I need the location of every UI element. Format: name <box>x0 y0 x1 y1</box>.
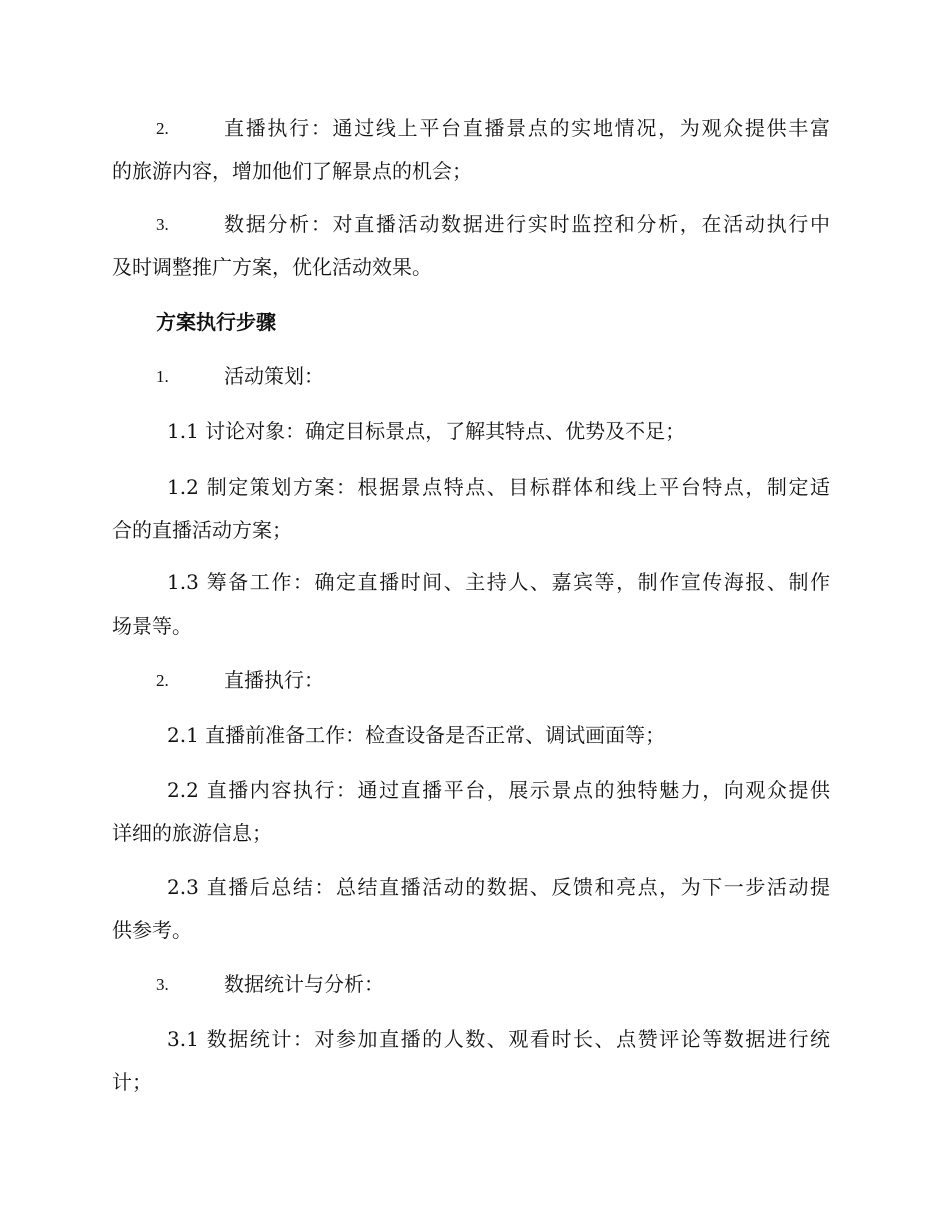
list-number: 2. <box>156 671 169 690</box>
sub-item-line: 1.2 制定策划方案：根据景点特点、目标群体和线上平台特点，制定适 <box>167 475 830 499</box>
sub-item-line: 1.3 筹备工作：确定直播时间、主持人、嘉宾等，制作宣传海报、制作 <box>167 570 830 594</box>
sub-item-line: 2.2 直播内容执行：通过直播平台，展示景点的独特魅力，向观众提供 <box>167 778 830 802</box>
sub-item-line: 3.1 数据统计：对参加直播的人数、观看时长、点赞评论等数据进行统 <box>167 1027 830 1051</box>
sub-item-line: 供参考。 <box>112 918 192 942</box>
paragraph-line: 数据分析：对直播活动数据进行实时监控和分析，在活动执行中 <box>224 212 830 236</box>
paragraph-line: 的旅游内容，增加他们了解景点的机会； <box>112 159 472 183</box>
step-title: 直播执行： <box>224 668 324 692</box>
step-title: 数据统计与分析： <box>224 972 384 996</box>
list-number: 2. <box>156 119 169 138</box>
list-number: 3. <box>156 215 169 234</box>
list-number: 1. <box>156 367 169 386</box>
sub-item-line: 场景等。 <box>112 614 192 638</box>
sub-item-line: 详细的旅游信息； <box>112 821 272 845</box>
paragraph-line: 直播执行：通过线上平台直播景点的实地情况，为观众提供丰富 <box>224 116 830 140</box>
list-number: 3. <box>156 975 169 994</box>
sub-item-line: 合的直播活动方案； <box>112 518 292 542</box>
sub-item-line: 1.1 讨论对象：确定目标景点，了解其特点、优势及不足； <box>167 419 686 443</box>
sub-item-line: 2.1 直播前准备工作：检查设备是否正常、调试画面等； <box>167 723 666 747</box>
sub-item-line: 计； <box>112 1070 152 1094</box>
paragraph-line: 及时调整推广方案，优化活动效果。 <box>112 255 432 279</box>
sub-item-line: 2.3 直播后总结：总结直播活动的数据、反馈和亮点，为下一步活动提 <box>167 875 830 899</box>
step-title: 活动策划： <box>224 364 324 388</box>
section-heading: 方案执行步骤 <box>156 310 276 334</box>
